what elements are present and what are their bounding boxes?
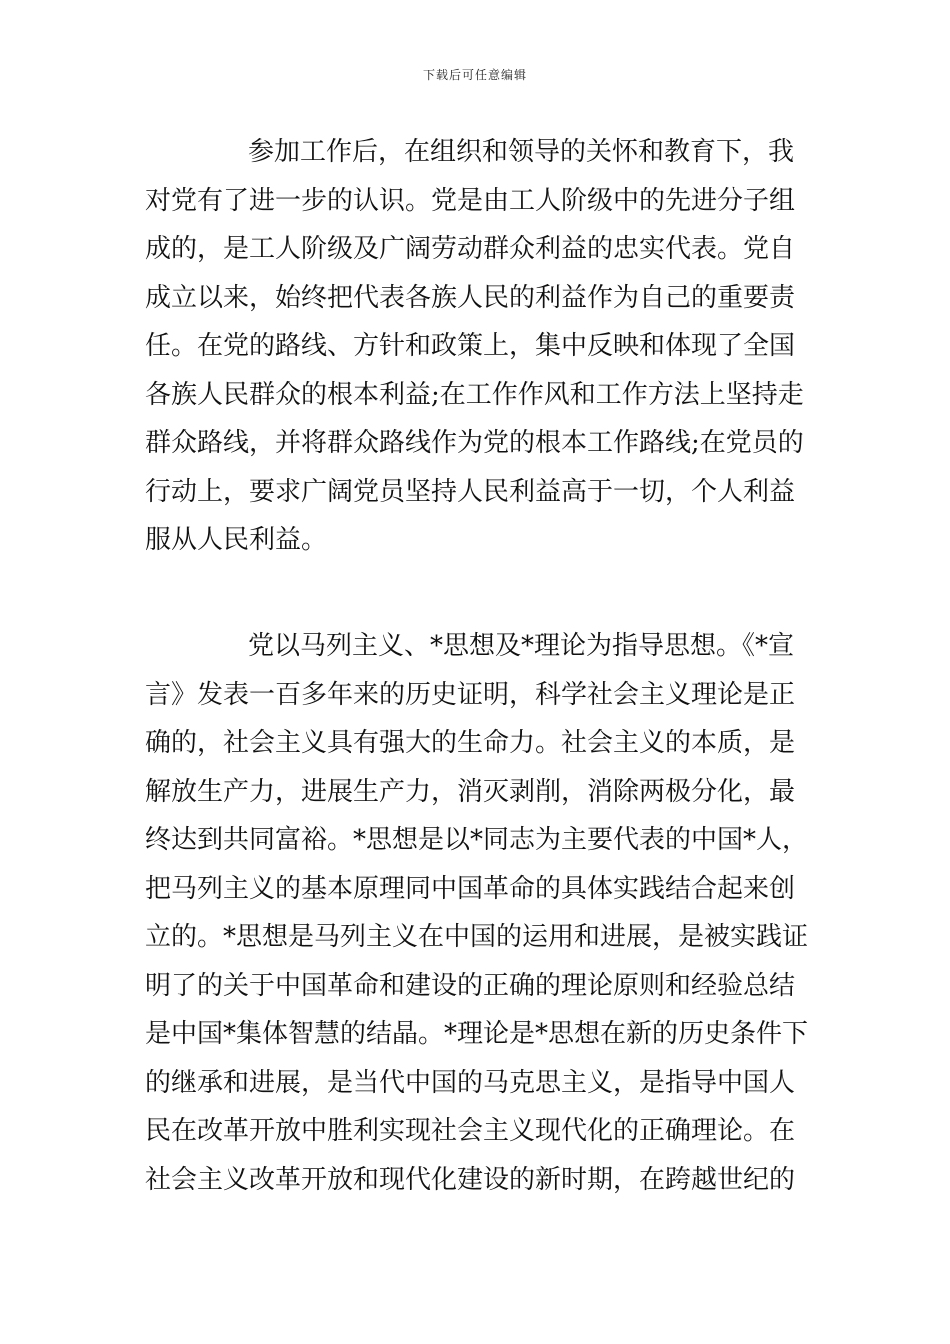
text-line: 服从人民利益。	[145, 525, 328, 555]
text-line: 成的，是工人阶级及广阔劳动群众利益的忠实代表。党自	[145, 234, 796, 264]
text-line: 民在改革开放中胜利实现社会主义现代化的正确理论。在	[145, 1116, 796, 1146]
text-line: 社会主义改革开放和现代化建设的新时期，在跨越世纪的	[145, 1164, 796, 1195]
text-line: 党以马列主义、*思想及*理论为指导思想。《*宣	[248, 631, 795, 661]
text-line: 群众路线，并将群众路线作为党的根本工作路线;在党员的	[145, 428, 804, 458]
text-line: 解放生产力，进展生产力，消灭剥削，消除两极分化，最	[145, 776, 796, 807]
text-line: 终达到共同富裕。*思想是以*同志为主要代表的中国*人，	[145, 825, 809, 855]
text-line: 是中国*集体智慧的结晶。*理论是*思想在新的历史条件下	[145, 1019, 809, 1049]
paragraph-1	[145, 128, 810, 565]
text-line: 对党有了进一步的认识。党是由工人阶级中的先进分子组	[145, 185, 796, 216]
text-line: 任。在党的路线、方针和政策上，集中反映和体现了全国	[145, 331, 796, 361]
page-header: 下载后可任意编辑	[422, 68, 527, 82]
text-line: 参加工作后，在组织和领导的关怀和教育下，我	[248, 137, 795, 167]
text-line: 明了的关于中国革命和建设的正确的理论原则和经验总结	[145, 970, 796, 1001]
text-line: 言》发表一百多年来的历史证明，科学社会主义理论是正	[145, 679, 796, 710]
text-line: 成立以来，始终把代表各族人民的利益作为自己的重要责	[145, 282, 796, 313]
paragraph-2	[145, 622, 810, 1204]
text-line: 的继承和进展，是当代中国的马克思主义，是指导中国人	[145, 1067, 796, 1098]
text-line: 行动上，要求广阔党员坚持人民利益高于一切，个人利益	[145, 476, 796, 507]
text-line: 各族人民群众的根本利益;在工作作风和工作方法上坚持走	[145, 379, 804, 410]
text-line: 把马列主义的基本原理同中国革命的具体实践结合起来创	[145, 873, 796, 904]
text-line: 确的，社会主义具有强大的生命力。社会主义的本质，是	[145, 728, 796, 758]
text-line: 立的。*思想是马列主义在中国的运用和进展，是被实践证	[145, 922, 809, 952]
